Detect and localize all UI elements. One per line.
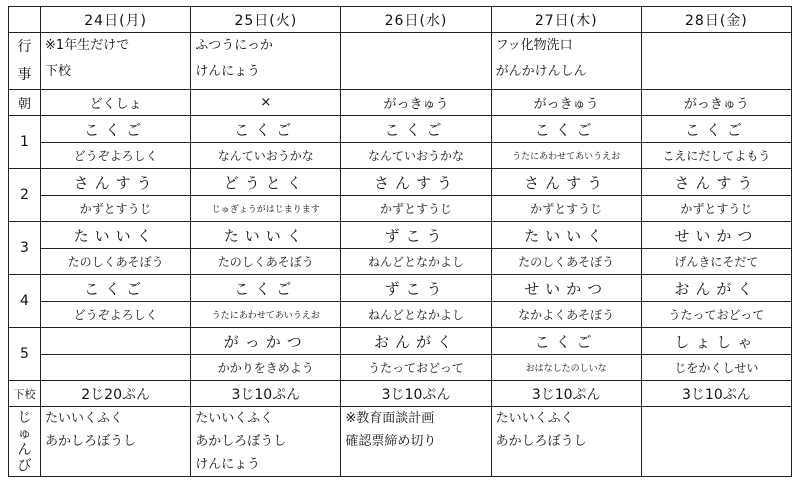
morning-cell-thu: がっきゅう [491,90,641,116]
label-char: じ [17,409,32,426]
cell-line: あかしろぼうし [195,434,287,449]
period-5-subject-wed: おんがく [341,328,491,355]
cell-line: けんにょう [195,457,260,472]
dismissal-cell-thu: 3じ10ぷん [491,381,641,407]
period-1-subject-mon: こくご [41,116,191,143]
period-1-goal-mon: どうぞよろしく [41,143,191,169]
period-4-goal-fri: うたっておどって [641,302,791,328]
day-header-wed: 26日(水) [341,7,491,33]
period-3-subject-tue: たいいく [191,222,341,249]
period-3-subject-wed: ずこう [341,222,491,249]
period-1-subject-row [9,116,792,143]
morning-cell-mon: どくしょ [41,90,191,116]
period-3-goal-mon: たのしくあそぼう [41,249,191,275]
period-5-subject-tue: がっかつ [191,328,341,355]
period-4-subject-wed: ずこう [341,275,491,302]
period-1-goal-wed: なんていおうかな [341,143,491,169]
dismissal-cell-mon: 2じ20ぷん [41,381,191,407]
period-4-goal-tue: うたにあわせてあいうえお [191,302,341,328]
events-cell-wed [341,33,491,90]
label-char: 事 [17,67,32,83]
period-4-label: 4 [9,275,41,328]
period-4-goal-wed: ねんどとなかよし [341,302,491,328]
morning-row [9,90,792,116]
period-4-goal-thu: なかよくあそぼう [491,302,641,328]
cell-line: たいいくふく [495,411,574,426]
period-1-subject-fri: こくご [641,116,791,143]
cell-line: けんにょう [195,64,260,79]
period-4-subject-row [9,275,792,302]
cell-line: がんかけんしん [495,64,587,79]
period-2-subject-tue: どうとく [191,169,341,196]
day-header-thu: 27日(木) [491,7,641,33]
period-5-subject-mon [41,328,191,355]
cell-line: ふつうにっか [195,38,273,53]
period-1-goal-thu: うたにあわせてあいうえお [491,143,641,169]
cell-line: たいいくふく [45,411,124,426]
period-3-subject-fri: せいかつ [641,222,791,249]
period-3-goal-row [9,249,792,275]
period-2-goal-thu: かずとすうじ [491,196,641,222]
period-1-label: 1 [9,116,41,169]
dismissal-cell-tue: 3じ10ぷん [191,381,341,407]
period-3-goal-thu: たのしくあそぼう [491,249,641,275]
cell-line: ※1年生だけで [45,38,130,53]
period-1-goal-row [9,143,792,169]
cell-line: 下校 [45,64,72,79]
weekly-schedule-table [8,6,792,477]
label-char: び [17,457,32,474]
period-2-goal-row [9,196,792,222]
period-1-goal-fri: こえにだしてよもう [641,143,791,169]
period-2-subject-thu: さんすう [491,169,641,196]
period-3-goal-fri: げんきにそだて [641,249,791,275]
events-cell-mon [41,33,191,90]
period-1-goal-tue: なんていおうかな [191,143,341,169]
period-5-goal-wed: うたっておどって [341,355,491,381]
events-cell-tue [191,33,341,90]
corner-cell [9,7,41,33]
cell-line: あかしろぼうし [45,434,137,449]
period-2-label: 2 [9,169,41,222]
dismissal-label: 下校 [9,381,41,407]
label-char: ゅ [17,425,32,442]
period-5-label: 5 [9,328,41,381]
period-2-subject-mon: さんすう [41,169,191,196]
period-5-goal-thu: おはなしたのしいな [491,355,641,381]
events-label [9,33,41,90]
period-3-subject-mon: たいいく [41,222,191,249]
period-4-subject-mon: こくご [41,275,191,302]
period-5-goal-fri: じをかくしせい [641,355,791,381]
day-header-mon: 24日(月) [41,7,191,33]
period-1-subject-thu: こくご [491,116,641,143]
period-4-goal-mon: どうぞよろしく [41,302,191,328]
period-5-goal-mon [41,355,191,381]
day-header-row [9,7,792,33]
period-2-subject-wed: さんすう [341,169,491,196]
belongings-cell-fri [641,407,791,477]
period-5-subject-thu: こくご [491,328,641,355]
belongings-cell-wed [341,407,491,477]
day-header-tue: 25日(火) [191,7,341,33]
period-3-label: 3 [9,222,41,275]
events-cell-thu [491,33,641,90]
period-2-goal-wed: かずとすうじ [341,196,491,222]
period-4-subject-fri: おんがく [641,275,791,302]
dismissal-cell-fri: 3じ10ぷん [641,381,791,407]
events-row [9,33,792,90]
cell-line: フッ化物洗口 [495,38,573,53]
period-3-goal-tue: たのしくあそぼう [191,249,341,275]
label-char: 行 [17,39,32,55]
period-2-subject-fri: さんすう [641,169,791,196]
belongings-cell-tue [191,407,341,477]
cell-line: ※教育面談計画 [345,411,435,426]
label-char: ん [17,441,32,458]
belongings-row [9,407,792,477]
belongings-label [9,407,41,477]
day-header-fri: 28日(金) [641,7,791,33]
period-2-goal-mon: かずとすうじ [41,196,191,222]
events-cell-fri [641,33,791,90]
period-1-subject-wed: こくご [341,116,491,143]
morning-cell-fri: がっきゅう [641,90,791,116]
cell-line: たいいくふく [195,411,274,426]
morning-cell-wed: がっきゅう [341,90,491,116]
period-3-subject-thu: たいいく [491,222,641,249]
period-3-subject-row [9,222,792,249]
period-5-goal-tue: かかりをきめよう [191,355,341,381]
belongings-cell-thu [491,407,641,477]
dismissal-row [9,381,792,407]
dismissal-cell-wed: 3じ10ぷん [341,381,491,407]
cell-line: あかしろぼうし [495,434,587,449]
period-4-subject-tue: こくご [191,275,341,302]
belongings-cell-mon [41,407,191,477]
period-2-subject-row [9,169,792,196]
morning-label: 朝 [9,90,41,116]
period-3-goal-wed: ねんどとなかよし [341,249,491,275]
period-4-goal-row [9,302,792,328]
period-5-subject-fri: しょしゃ [641,328,791,355]
period-2-goal-fri: かずとすうじ [641,196,791,222]
period-1-subject-tue: こくご [191,116,341,143]
period-5-goal-row [9,355,792,381]
cell-line: 確認票締め切り [345,434,437,449]
morning-cell-tue: × [191,90,341,116]
period-4-subject-thu: せいかつ [491,275,641,302]
period-2-goal-tue: じゅぎょうがはじまります [191,196,341,222]
period-5-subject-row [9,328,792,355]
